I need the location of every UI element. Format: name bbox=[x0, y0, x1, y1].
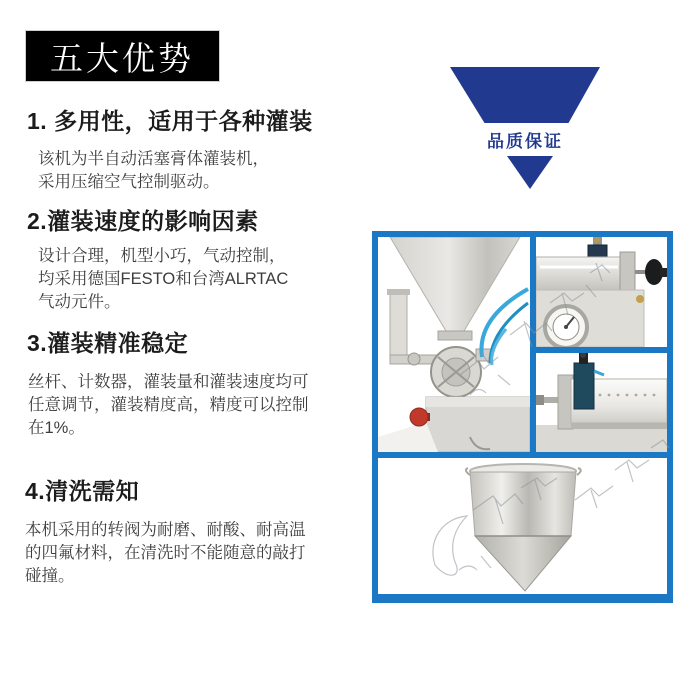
advantage-3-heading: 3.灌装精准稳定 bbox=[27, 330, 189, 356]
badge-triangle-tip-icon bbox=[507, 156, 553, 189]
advantage-4-body bbox=[25, 519, 306, 588]
advantage-2-line-1: 设计合理，机型小巧，气动控制， bbox=[38, 247, 286, 265]
page-title-label: 五大优势 bbox=[50, 39, 194, 77]
stainless-steel-hopper-bucket-photo bbox=[378, 458, 667, 594]
advantage-2-line-2: 均采用德国FESTO和台湾ALRTAC bbox=[38, 270, 289, 288]
hopper-and-rotary-valve-photo bbox=[378, 237, 530, 452]
advantage-3-line-1: 丝杆、计数器，灌装量和灌装速度均可 bbox=[28, 373, 309, 391]
product-photo-grid bbox=[372, 231, 673, 603]
advantage-2-line-3: 气动元件。 bbox=[38, 293, 121, 311]
advantage-3-line-3: 在1%。 bbox=[28, 419, 85, 437]
page-title bbox=[25, 30, 220, 82]
advantage-4-heading: 4.清洗需知 bbox=[25, 478, 140, 504]
advantage-1-line-2: 采用压缩空气控制驱动。 bbox=[38, 173, 220, 191]
advantage-2-heading: 2.灌装速度的影响因素 bbox=[27, 208, 259, 234]
advantage-1-line-1: 该机为半自动活塞膏体灌装机， bbox=[38, 150, 269, 168]
advantage-2-body bbox=[38, 245, 288, 314]
quality-badge bbox=[450, 63, 600, 193]
cylinder-end-knob-and-gauge-photo bbox=[536, 237, 667, 347]
advantage-1-heading: 1. 多用性，适用于各种灌装 bbox=[27, 108, 313, 134]
advantage-4-line-1: 本机采用的转阀为耐磨、耐酸、耐高温 bbox=[25, 521, 306, 539]
advantage-3-line-2: 任意调节，灌装精度高，精度可以控制 bbox=[28, 396, 309, 414]
advantage-4-line-2: 的四氟材料，在清洗时不能随意的敲打 bbox=[25, 544, 306, 562]
badge-triangle-top-icon bbox=[450, 67, 600, 123]
advantage-1-body bbox=[38, 148, 269, 194]
advantage-4-line-3: 碰撞。 bbox=[25, 567, 75, 585]
pneumatic-cylinder-photo bbox=[536, 353, 667, 452]
quality-badge-label: 品质保证 bbox=[487, 132, 563, 151]
advantage-3-body bbox=[28, 371, 309, 440]
